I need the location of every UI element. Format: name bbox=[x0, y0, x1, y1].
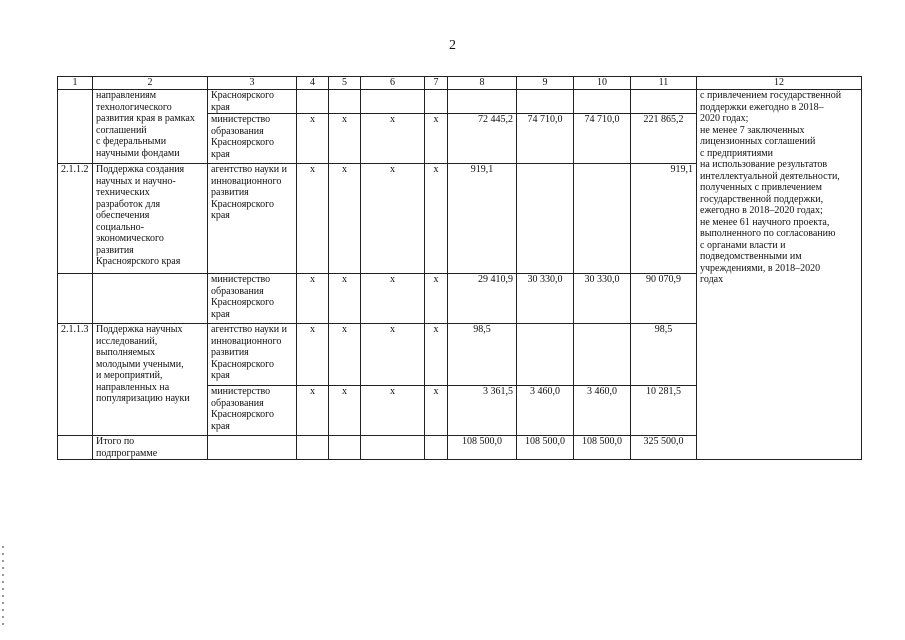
amount-cell: 29 410,9 bbox=[448, 274, 517, 324]
amount-cell: 919,1 bbox=[631, 164, 697, 274]
measure-name: Поддержка научных исследований, выполняемых молодыми учеными, и мероприятий, направленных на популяризацию науки bbox=[93, 324, 208, 436]
amount-cell bbox=[574, 324, 631, 386]
amount-cell: 221 865,2 bbox=[631, 114, 697, 164]
col-header: 4 bbox=[297, 77, 329, 90]
row-code: 2.1.1.2 bbox=[58, 164, 93, 274]
total-amount: 108 500,0 bbox=[574, 436, 631, 460]
col-header: 9 bbox=[517, 77, 574, 90]
amount-cell: 30 330,0 bbox=[517, 274, 574, 324]
executor: министерство образования Красноярского края bbox=[208, 386, 297, 436]
total-label: Итого по подпрограмме bbox=[93, 436, 208, 460]
code-cell: х bbox=[361, 274, 425, 324]
amount-cell: 919,1 bbox=[448, 164, 517, 274]
col-header: 7 bbox=[425, 77, 448, 90]
code-cell: х bbox=[297, 114, 329, 164]
code-cell: х bbox=[297, 274, 329, 324]
measure-name: Поддержка создания научных и научно- технических разработок для обеспечения социально- экономического развития Красноярского края bbox=[93, 164, 208, 274]
total-amount: 108 500,0 bbox=[448, 436, 517, 460]
code-cell: х bbox=[425, 386, 448, 436]
code-cell: х bbox=[361, 164, 425, 274]
executor: агентство науки и инновационного развития Красноярского края bbox=[208, 164, 297, 274]
code-cell: х bbox=[297, 164, 329, 274]
amount-cell: 3 460,0 bbox=[574, 386, 631, 436]
code-cell: х bbox=[425, 164, 448, 274]
table-row bbox=[58, 90, 862, 114]
col-header: 12 bbox=[697, 77, 862, 90]
col-header: 1 bbox=[58, 77, 93, 90]
amount-cell: 30 330,0 bbox=[574, 274, 631, 324]
total-amount: 325 500,0 bbox=[631, 436, 697, 460]
executor: министерство образования Красноярского края bbox=[208, 114, 297, 164]
row-code: 2.1.1.3 bbox=[58, 324, 93, 436]
measure-name: направлениям технологического развития края в рамках соглашений с федеральными научными фондами bbox=[93, 90, 208, 164]
code-cell: х bbox=[425, 324, 448, 386]
page-number: 2 bbox=[449, 38, 456, 53]
amount-cell bbox=[574, 164, 631, 274]
amount-cell: 3 460,0 bbox=[517, 386, 574, 436]
code-cell: х bbox=[361, 324, 425, 386]
amount-cell: 98,5 bbox=[448, 324, 517, 386]
code-cell: х bbox=[361, 114, 425, 164]
scan-edge-marks bbox=[2, 546, 4, 630]
amount-cell: 10 281,5 bbox=[631, 386, 697, 436]
amount-cell bbox=[517, 324, 574, 386]
expected-results-note: с привлечением государственной поддержки ежегодно в 2018– 2020 годах; не менее 7 заключенных лицензионных соглашений с предприятиями на использование результатов интеллектуальной деятельности, полученных с привлечением государственной поддержки, ежегодно в 2018–2020 годах; не менее 61 научного проекта, выполненного по согласованию с органами власти и подведомственными им учреждениями, в 2018–2020 годах bbox=[697, 90, 862, 460]
executor: министерство образования Красноярского края bbox=[208, 274, 297, 324]
col-header: 2 bbox=[93, 77, 208, 90]
col-header: 10 bbox=[574, 77, 631, 90]
code-cell: х bbox=[297, 386, 329, 436]
amount-cell bbox=[517, 164, 574, 274]
amount-cell: 3 361,5 bbox=[448, 386, 517, 436]
code-cell: х bbox=[329, 324, 361, 386]
code-cell: х bbox=[425, 274, 448, 324]
code-cell: х bbox=[425, 114, 448, 164]
code-cell: х bbox=[297, 324, 329, 386]
program-table bbox=[57, 76, 862, 460]
amount-cell: 74 710,0 bbox=[574, 114, 631, 164]
col-header: 6 bbox=[361, 77, 425, 90]
amount-cell: 90 070,9 bbox=[631, 274, 697, 324]
code-cell: х bbox=[329, 114, 361, 164]
col-header: 11 bbox=[631, 77, 697, 90]
col-header: 8 bbox=[448, 77, 517, 90]
code-cell: х bbox=[329, 274, 361, 324]
amount-cell: 72 445,2 bbox=[448, 114, 517, 164]
amount-cell: 74 710,0 bbox=[517, 114, 574, 164]
code-cell: х bbox=[329, 386, 361, 436]
code-cell: х bbox=[361, 386, 425, 436]
code-cell: х bbox=[329, 164, 361, 274]
executor: агентство науки и инновационного развития Красноярского края bbox=[208, 324, 297, 386]
col-header: 5 bbox=[329, 77, 361, 90]
executor: Красноярского края bbox=[208, 90, 297, 114]
row-code bbox=[58, 90, 93, 164]
total-amount: 108 500,0 bbox=[517, 436, 574, 460]
col-header: 3 bbox=[208, 77, 297, 90]
column-number-row bbox=[58, 77, 862, 90]
amount-cell: 98,5 bbox=[631, 324, 697, 386]
